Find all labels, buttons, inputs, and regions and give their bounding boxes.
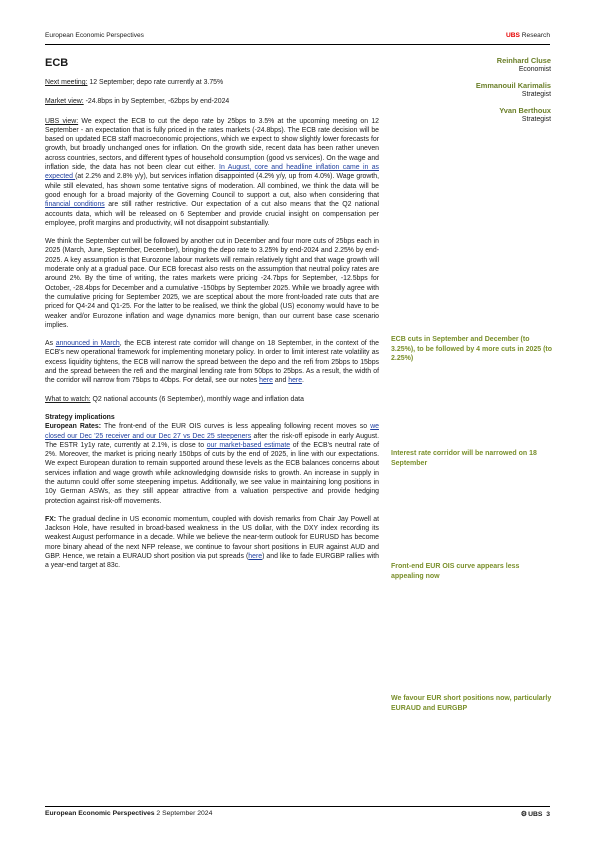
author-name[interactable]: Yvan Berthoux [499,105,551,115]
strategy-heading: Strategy implications [45,413,115,421]
what-to-watch [45,395,379,404]
header-publication: European Economic Perspectives [45,32,144,39]
page-footer [45,810,550,822]
market-view [45,97,379,106]
next-meeting [45,78,379,87]
callout-ois-curve: Front-end EUR OIS curve appears less appealing now [391,563,520,580]
header-brand-suffix: Research [519,32,550,39]
footer-logo-text: UBS [528,811,543,818]
author-1 [391,56,551,75]
footer-publication [45,810,212,817]
author-role: Strategist [521,116,551,124]
rate-path-paragraph: We think the September cut will be followed by another cut in December and four more cuts of 25bps each in 2025 (March, June, September, December), bringing the depo rate to 3.25% by end-2024 and 2.25% by end-2025. A key assumption is that Eurozone labour markets will remain relatively tight and that wage growth will moderate only at a gradual pace. Our ECB forecast also rests on the assumption that neutral policy rates are around 2%. By the time of writing, the rates markets were pricing -24.7bps for September, -12.5bps for October, -28.4bps for December and a cumulative -150bps by September 2025. While we broadly agree with the cumulative pricing for September 2025, we are sceptical about the more front-loaded rate cuts that are priced for Q4-24 and Q1-25. For the latter to be realised, we think the global (US) economy would have to be weaker and/or Eurozone inflation and wage dynamics more benign, than our current base case scenario implies. [45,238,379,329]
fx-label: FX: [45,515,57,523]
callout-corridor: Interest rate corridor will be narrowed on 18 September [391,450,537,467]
author-name[interactable]: Emmanouil Karimalis [475,80,551,90]
header-brand-ubs: UBS [506,32,520,39]
fx-paragraph [45,515,379,571]
ubs-view-label: UBS view: [45,117,79,125]
callout-fx-shorts: We favour EUR short positions now, particularly EURAUD and EURGBP [391,695,552,712]
ubs-view-text-2: (at 2.2% and 2.8% y/y), but services inflation disappointed (4.2% y/y, up from 4.0%). Wage growth, while still elevated, has shown some tentative signs of moderation. All combined, we think the data will be good enough for a broad majority of the Governing Council to support a cut, also when considering that [45,173,379,199]
next-meeting-text: 12 September; depo rate currently at 3.75% [87,79,224,86]
market-view-text: -24.8bps in by September, -62bps by end-2024 [83,98,230,106]
link-announced-in-march[interactable]: announced in March [55,340,120,348]
rates-text-2: after the risk-off episode in early August. The ESTR 1y1y rate, currently at 2.1%, is close to [45,432,379,449]
fx-text-1: The gradual decline in US economic momentum, coupled with dovish remarks from Chair Jay Powell at Jackson Hole, have resulted in broad-based weakness in the US dollar, with the DXY index recording its weakest August performance in a decade. While we believe the near-term outlook for EURUSD has become more binary ahead of the next NFP release, we continue to favour short positions in EUR against AUD and GBP. Hence, we retain a EURAUD short position via put spreads ( [45,515,379,561]
corridor-text-4: . [302,377,304,385]
corridor-text-2: , the ECB interest rate corridor will change on 18 September, in the context of the ECB's new operational framework for implementing monetary policy. In order to limit interest rate volatility as excess liquidity tightens, the ECB will narrow the spread between the depo and the refi from 25bps to 15bps and the spread between the refi and the marginal lending rate from 50bps to 25bps. As a result, the width of the corridor will narrow from 75bps to 40bps. For detail, see our notes [45,340,379,385]
header-divider [45,44,550,45]
link-market-based-estimate[interactable]: our market-based estimate [206,441,291,449]
what-to-watch-text: Q2 national accounts (6 September), monthly wage and inflation data [90,395,304,403]
page-title: ECB [45,57,69,69]
ubs-keys-icon: ⚙ [520,811,528,818]
corridor-paragraph [45,339,379,385]
header-brand [506,32,550,39]
what-to-watch-label: What to watch: [45,395,91,403]
footer-divider [45,806,550,807]
author-role: Economist [518,66,551,74]
rates-label: European Rates: [45,423,101,431]
author-2 [391,81,551,100]
footer-logo-page [521,810,550,818]
page-number: 3 [546,811,550,818]
link-fx-here[interactable]: here [248,553,263,561]
link-financial-conditions[interactable]: financial conditions [45,201,105,209]
market-view-label: Market view: [45,98,84,106]
rates-paragraph [45,422,379,506]
corridor-text-3: and [272,377,289,385]
link-august-inflation[interactable]: In August, core and headline inflation came in as expected [45,164,380,181]
link-notes-here-1[interactable]: here [259,377,273,385]
ubs-view-text-1: We expect the ECB to cut the depo rate by 25bps to 3.5% at the upcoming meeting on 12 September - an expectation that is fully priced in the rates markets (-24.8bps). The ECB rate decision will be based on updated ECB staff macroeconomic projections, which we expect to show slightly lower forecasts for growth, but broadly unchanged ones for inflation. On the growth side, recent data has been rather uneven across countries, sectors, and different types of household consumption (good vs services). On the wage and inflation side, the data has not been clear cut either. [45,117,379,172]
rates-text-3: of the ECB's neutral rate of 2%. Moreover, the market is pricing nearly 150bps of cuts by the end of 2025, in line with our expectations. We expect European duration to remain supported around these levels as the ECB balances concerns about services inflation and wage growth while acknowledging downside risks to growth. An increase in supply in the autumn could offer some steepening impetus. Additionally, we see value in maintaining long positions in 10y German ASWs, as they still appear attractive from a valuation perspective and provide hedging protection against risk-off movements. [45,441,379,505]
footer-title: European Economic Perspectives [45,810,155,817]
page-header [45,32,550,44]
main-column [45,56,379,571]
rates-text-1: The front-end of the EUR OIS curves is less appealing following recent moves so [101,423,371,431]
authors-panel [391,56,551,130]
ubs-view-paragraph [45,117,379,229]
author-name[interactable]: Reinhard Cluse [496,56,551,65]
fx-text-2: ) and like to fade EURGBP rallies with a year-end target at 83c. [45,553,379,570]
author-3 [391,106,551,125]
author-role: Strategist [521,91,551,99]
footer-date: 2 September 2024 [154,810,213,817]
link-notes-here-2[interactable]: here [288,377,303,385]
link-closed-receiver[interactable]: we closed our Dec '25 receiver and our Dec 27 vs Dec 25 steepeners [45,423,379,440]
next-meeting-label: Next meeting: [45,79,88,86]
ubs-view-text-3: are still rather restrictive. Our expectation of a cut also means that the Q2 national accounts data, which will be released on 6 September and provide crucial insight on compensation per employee, profit margins and productivity, will not disappoint substantially. [45,201,379,227]
corridor-text-1: As [45,340,56,348]
callout-rate-cuts: ECB cuts in September and December (to 3.25%), to be followed by 4 more cuts in 2025 (to 2.25%) [391,336,553,363]
